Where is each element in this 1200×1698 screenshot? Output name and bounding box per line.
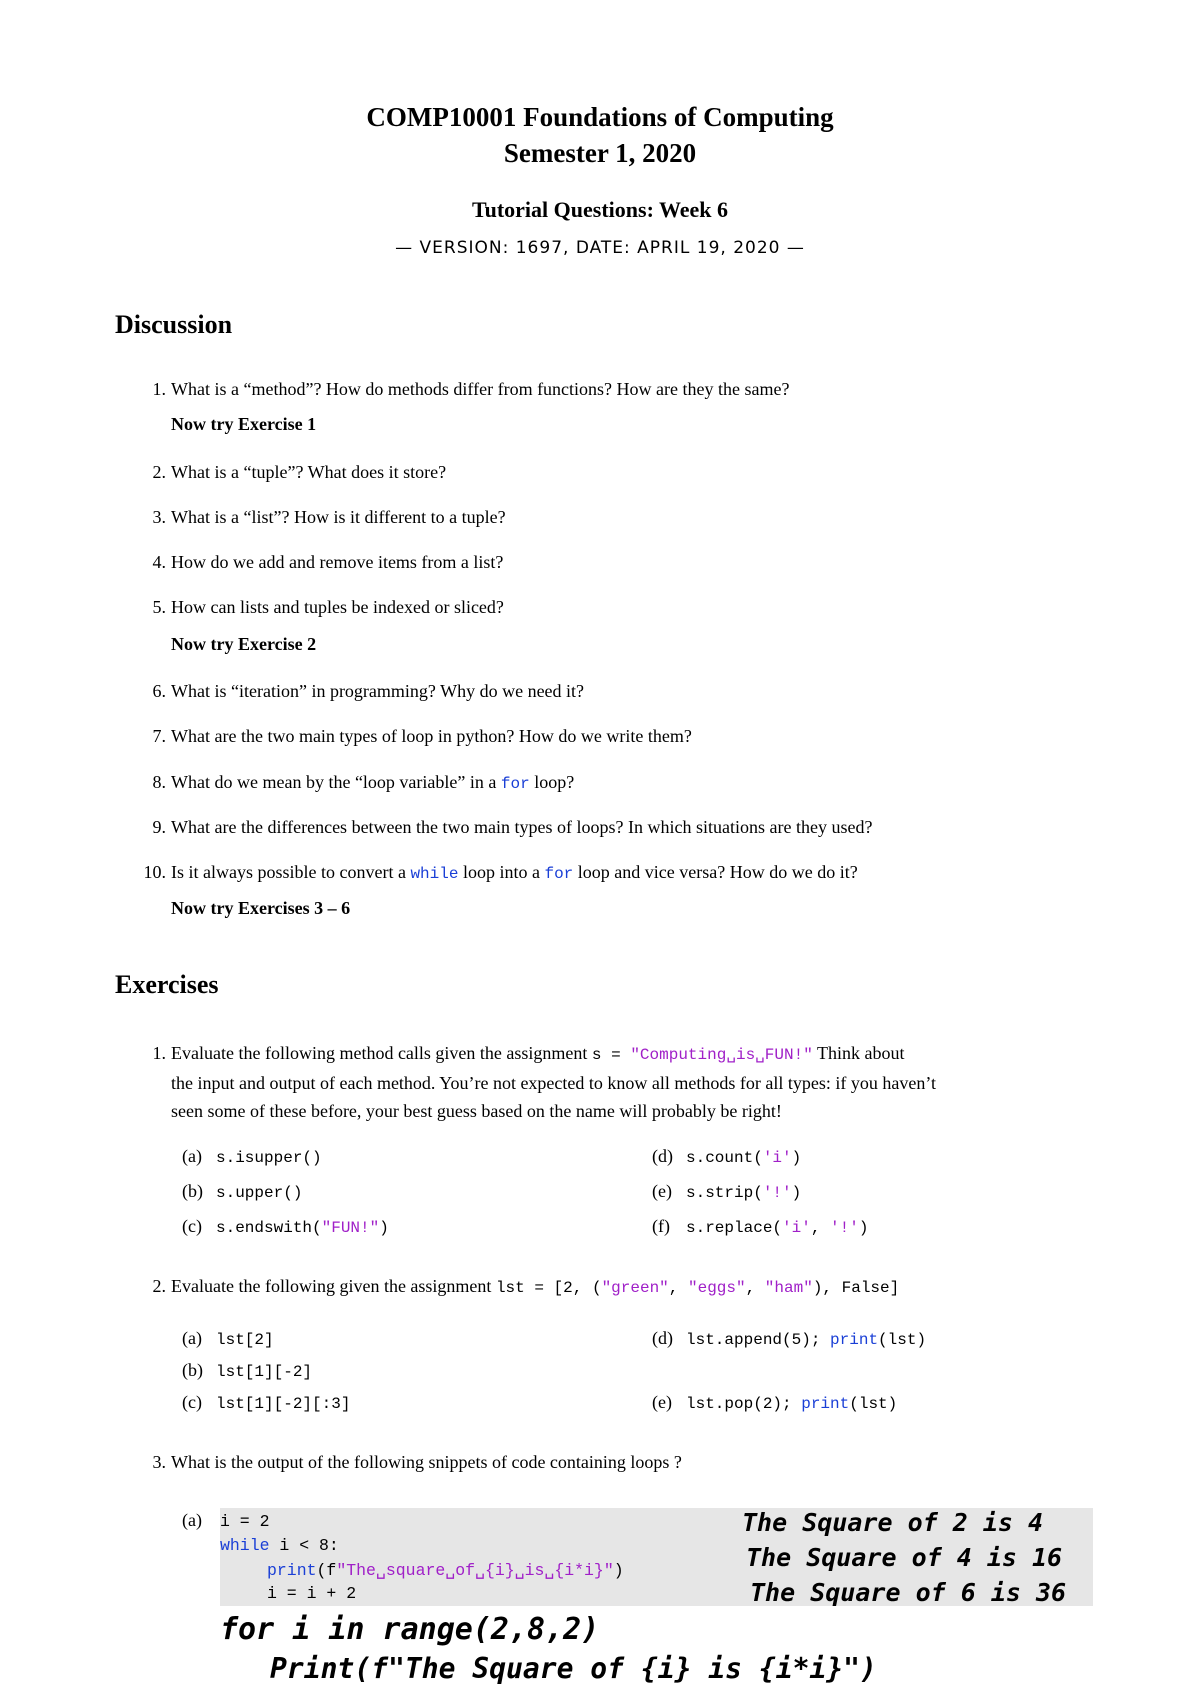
for-keyword: for — [544, 865, 574, 883]
now-try-exercise-1: Now try Exercise 1 — [171, 414, 317, 434]
exercise-3a-label: (a) — [182, 1510, 202, 1530]
exercise-1e: (e) s.strip('!') — [652, 1181, 802, 1202]
exercise-1f: (f) s.replace('i', '!') — [652, 1216, 869, 1237]
handwritten-output-1: The Square of 2 is 4 — [742, 1508, 1044, 1537]
while-keyword: while — [410, 865, 459, 883]
exercises-heading: Exercises — [115, 970, 219, 999]
code-line-1: i = 2 — [220, 1512, 270, 1531]
semester-title: Semester 1, 2020 — [503, 138, 697, 168]
exercise-2e: (e) lst.pop(2); print(lst) — [652, 1392, 898, 1413]
exercise-2d: (d) lst.append(5); print(lst) — [652, 1328, 927, 1349]
now-try-exercises-3-6: Now try Exercises 3 – 6 — [171, 898, 351, 918]
handwritten-output-2: The Square of 4 is 16 — [746, 1543, 1063, 1572]
exercise-1b: (b) s.upper() — [182, 1181, 303, 1202]
code-line-4: i = i + 2 — [267, 1584, 357, 1603]
course-title: COMP10001 Foundations of Computing — [366, 102, 834, 132]
exercise-1a: (a) s.isupper() — [182, 1146, 322, 1167]
now-try-exercise-2: Now try Exercise 2 — [171, 634, 317, 654]
discussion-heading: Discussion — [115, 310, 233, 339]
exercise-1c: (c) s.endswith("FUN!") — [182, 1216, 389, 1237]
tutorial-page: COMP10001 Foundations of Computing Semester 1, 2020 Tutorial Questions: Week 6 — VERSION: 1697, DATE: APRIL 19, 2020 — Discussion 1. What is a “method”? How do methods differ from functions? How are they the same? Now try Exercise 1 2. What is a “tuple”? What does it store? 3. What is a “list”? How is it different to a tuple? 4. How do we add and remove items from a list? 5. How can lists and tuples be indexed or sliced? Now try Exercise 2 6. What is “iteration” in programming? Why do we need it? 7. What are the two main types of loop in python? How do we write them? 8. What do we mean by the “loop variable” in a for loop? 9. What are the differences between the two main types of loops? In which situations are they used? 10. Is it always possible to convert a while loop into a for loop and vice versa? How do we do it? Now try Exercises 3 – 6 Exercises 1. Evaluate the following method calls given the assignment s = "Computing␣is␣FUN!" Think about the input and output of each method. You’re not expected to know all methods for all types: if you haven’t seen some of these before, your best guess based on the name will probably be right! (a) s.isupper() (b) s.upper() (c) s.endswith("FUN!") (d) s.count('i') (e) s.strip('!') (f) s.replace('i', '!') 2. Evaluate the following given the assignment lst = [2, ("green", "eggs", "ham"), False] (a) lst[2] (b) lst[1][-2] (c) lst[1][-2][:3] (d) lst.append(5); print(lst) (e) lst.pop(2); print(lst) 3. What is the output of the following snippets of code containing loops ? (a) i = 2 while i < 8: print(f"The␣square␣of␣{i}␣is␣{i*i}") i = i + 2 The Square of 2 is 4 The Square of 4 is 16 The Square of 6 is 36 for i in range(2,8,2) Print(f"The Square of {i} is {i*i}") — [0, 0, 1200, 1698]
exercise-2a: (a) lst[2] — [182, 1328, 274, 1349]
handwritten-output-3: The Square of 6 is 36 — [750, 1578, 1067, 1607]
exercise-2c: (c) lst[1][-2][:3] — [182, 1392, 351, 1413]
handwritten-print-line: Print(f"The Square of {i} is {i*i}") — [270, 1652, 877, 1685]
version-line: — VERSION: 1697, DATE: APRIL 19, 2020 — — [395, 238, 805, 258]
handwritten-for-loop: for i in range(2,8,2) — [220, 1612, 600, 1647]
exercise-1d: (d) s.count('i') — [652, 1146, 802, 1167]
code-line-2: while i < 8: — [220, 1536, 339, 1555]
tutorial-subtitle: Tutorial Questions: Week 6 — [471, 197, 729, 222]
for-keyword: for — [500, 775, 530, 793]
exercise-2b: (b) lst[1][-2] — [182, 1360, 313, 1381]
code-line-3: print(f"The␣square␣of␣{i}␣is␣{i*i}") — [267, 1561, 624, 1580]
